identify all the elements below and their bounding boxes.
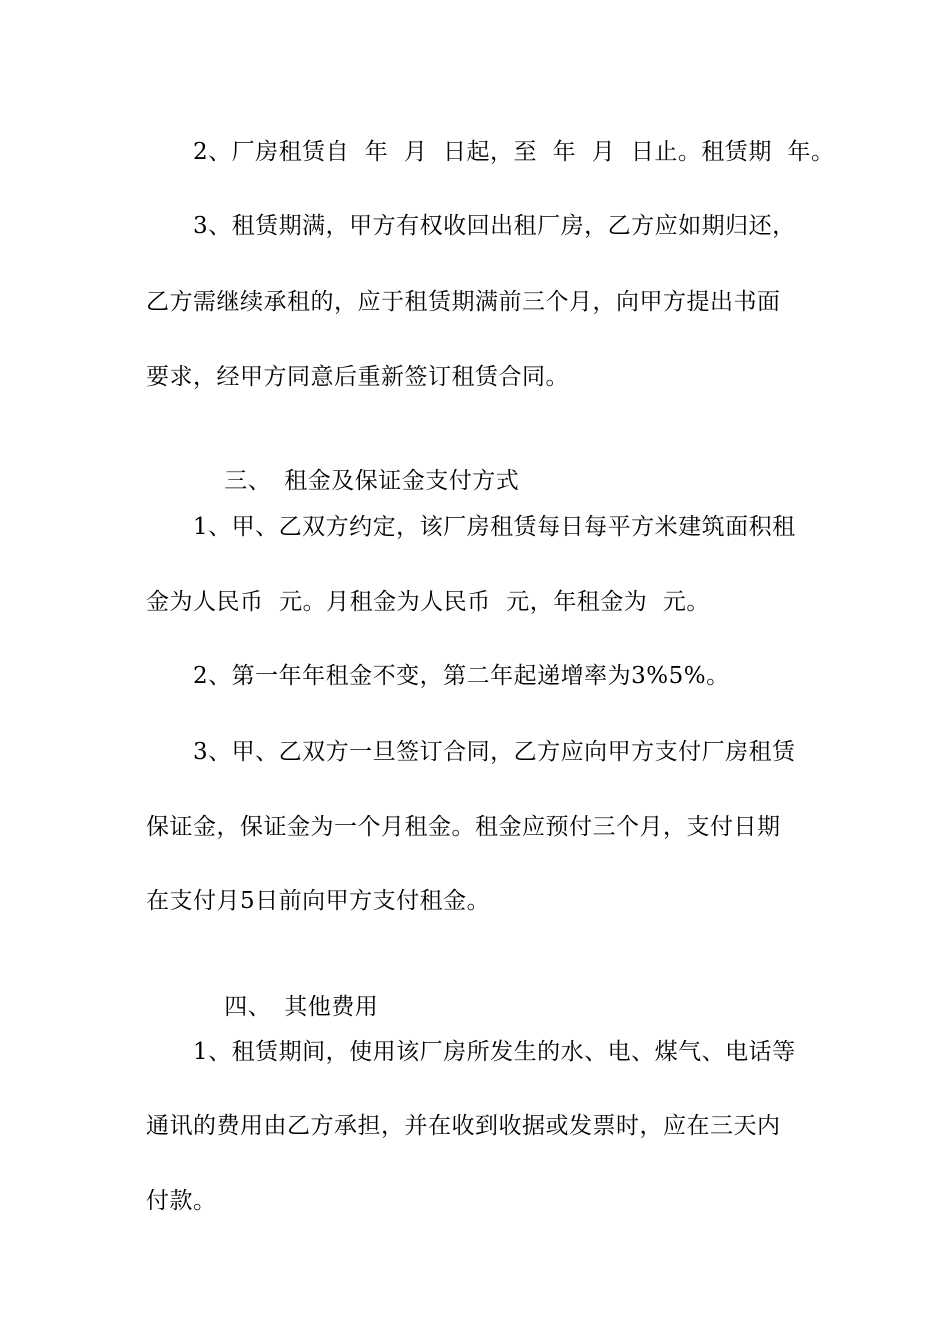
clause-3-line-2: 乙方需继续承租的，应于租赁期满前三个月，向甲方提出书面	[146, 289, 781, 315]
rent-clause-3-line-2: 保证金，保证金为一个月租金。租金应预付三个月，支付日期	[146, 814, 781, 840]
rent-clause-3-line-3: 在支付月5日前向甲方支付租金。	[146, 888, 491, 914]
section-number: 三、	[224, 468, 272, 494]
clause-3-line-3: 要求，经甲方同意后重新签订租赁合同。	[146, 364, 569, 390]
clause-3-line-1: 3、租赁期满，甲方有权收回出租厂房，乙方应如期归还，	[193, 213, 796, 239]
section-title: 租金及保证金支付方式	[284, 468, 520, 494]
rent-clause-2: 2、第一年年租金不变，第二年起递增率为3%5%。	[193, 663, 730, 689]
clause-2-lease-term: 2、厂房租赁自 年 月 日起，至 年 月 日止。租赁期 年。	[193, 139, 835, 165]
rent-clause-1-line-2: 金为人民币 元。月租金为人民币 元，年租金为 元。	[146, 589, 710, 615]
fees-clause-1-line-2: 通讯的费用由乙方承担，并在收到收据或发票时，应在三天内	[146, 1113, 781, 1139]
rent-clause-1-line-1: 1、甲、乙双方约定，该厂房租赁每日每平方米建筑面积租	[193, 514, 796, 540]
rent-clause-3-line-1: 3、甲、乙双方一旦签订合同，乙方应向甲方支付厂房租赁	[193, 739, 796, 765]
section-number: 四、	[224, 994, 272, 1020]
fees-clause-1-line-1: 1、租赁期间，使用该厂房所发生的水、电、煤气、电话等	[193, 1039, 796, 1065]
fees-clause-1-line-3: 付款。	[146, 1188, 217, 1214]
section-title: 其他费用	[284, 994, 379, 1020]
